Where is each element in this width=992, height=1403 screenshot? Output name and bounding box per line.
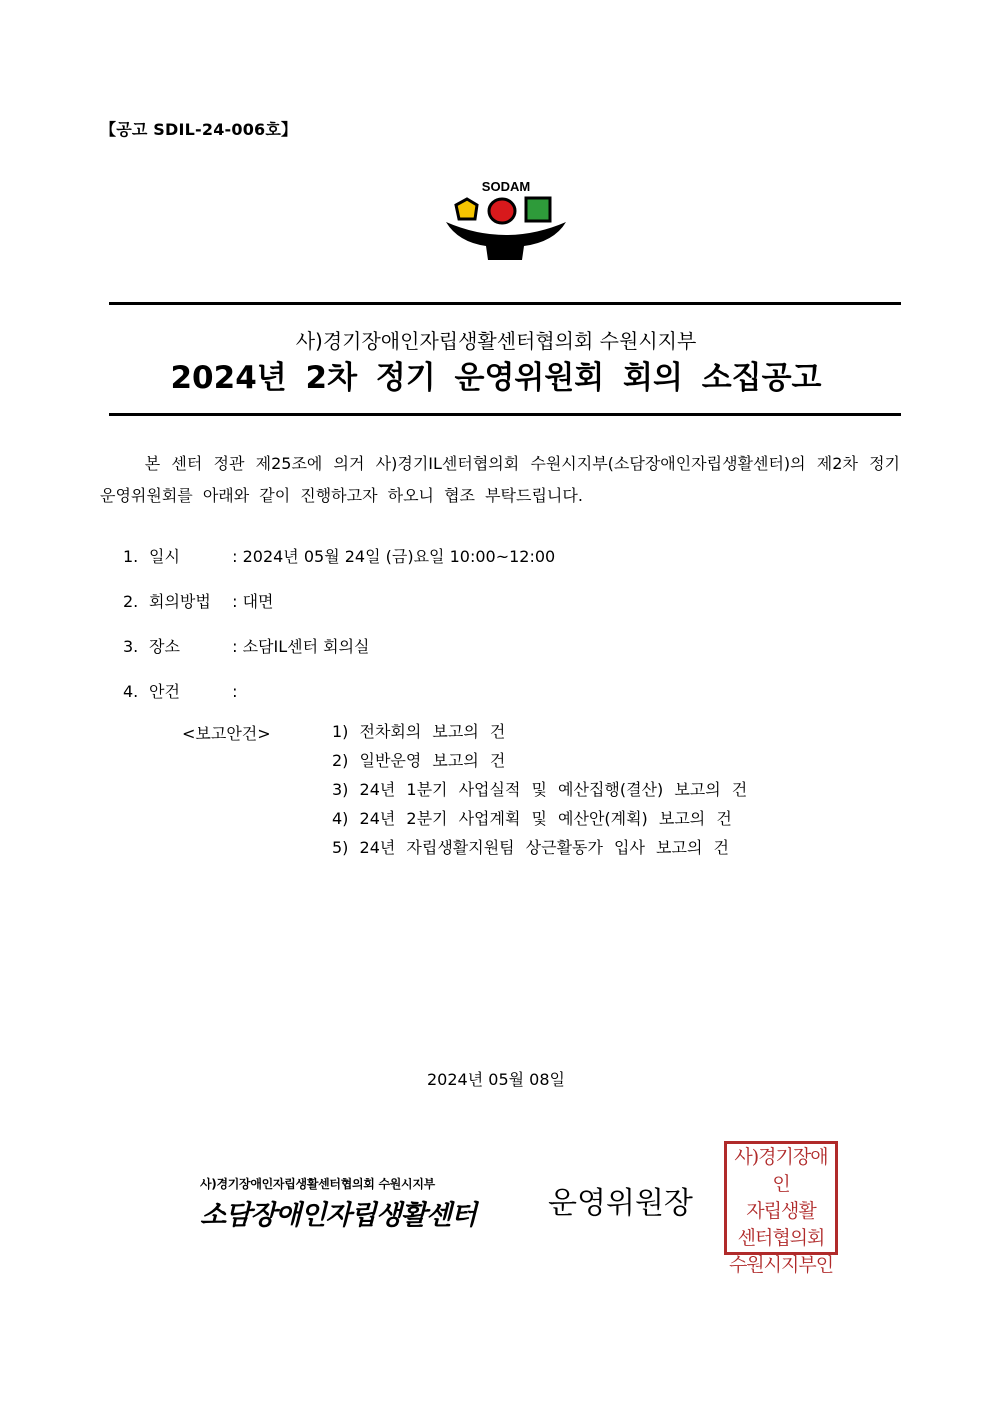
seal-line: 사)경기장애인: [734, 1146, 828, 1195]
organization-title: 사)경기장애인자립생활센터협의회 수원시지부: [295, 329, 697, 353]
agenda-category: <보고안건>: [182, 724, 271, 743]
agenda-item: 5) 24년 자립생활지원팀 상근활동가 입사 보고의 건: [332, 838, 729, 857]
item-datetime: 1. 일시 : 2024년 05월 24일 (금)요일 10:00~12:00: [123, 547, 556, 566]
signature-org-name: 소담장애인자립생활센터: [200, 1200, 476, 1231]
title-bottom-rule: [109, 413, 901, 416]
agenda-list: [332, 721, 747, 866]
agenda-item: 1) 전차회의 보고의 건: [332, 722, 506, 741]
issue-date: 2024년 05월 08일: [427, 1070, 565, 1089]
agenda-item: 3) 24년 1분기 사업실적 및 예산집행(결산) 보고의 건: [332, 780, 748, 799]
seal-line: 수원시지부인: [728, 1254, 834, 1276]
sodam-logo: [444, 178, 568, 264]
agenda-item: 4) 24년 2분기 사업계획 및 예산안(계획) 보고의 건: [332, 809, 732, 828]
item-meeting-method: 2. 회의방법 : 대면: [123, 592, 274, 611]
chair-title: 운영위원장: [548, 1186, 693, 1221]
agenda-item: 2) 일반운영 보고의 건: [332, 751, 506, 770]
notice-number: 【공고 SDIL-24-006호】: [100, 120, 298, 139]
official-seal: [724, 1141, 838, 1276]
item-agenda: 4. 안건 :: [123, 682, 238, 701]
seal-line: 자립생활: [746, 1200, 816, 1222]
main-title: 2024년 2차 정기 운영위원회 회의 소집공고: [170, 360, 822, 396]
item-location: 3. 장소 : 소담IL센터 회의실: [123, 637, 370, 656]
body-paragraph: 본 센터 정관 제25조에 의거 사)경기IL센터협의회 수원시지부(소담장애인자립생활센터)의 제2차 정기운영위원회를 아래와 같이 진행하고자 하오니 협조 부탁드립니다.: [100, 454, 901, 505]
title-top-rule: [109, 302, 901, 305]
seal-line: 센터협의회: [737, 1227, 825, 1249]
logo-text: SODAM: [481, 179, 531, 194]
signature-org-small: 사)경기장애인자립생활센터협의회 수원시지부: [200, 1177, 435, 1191]
